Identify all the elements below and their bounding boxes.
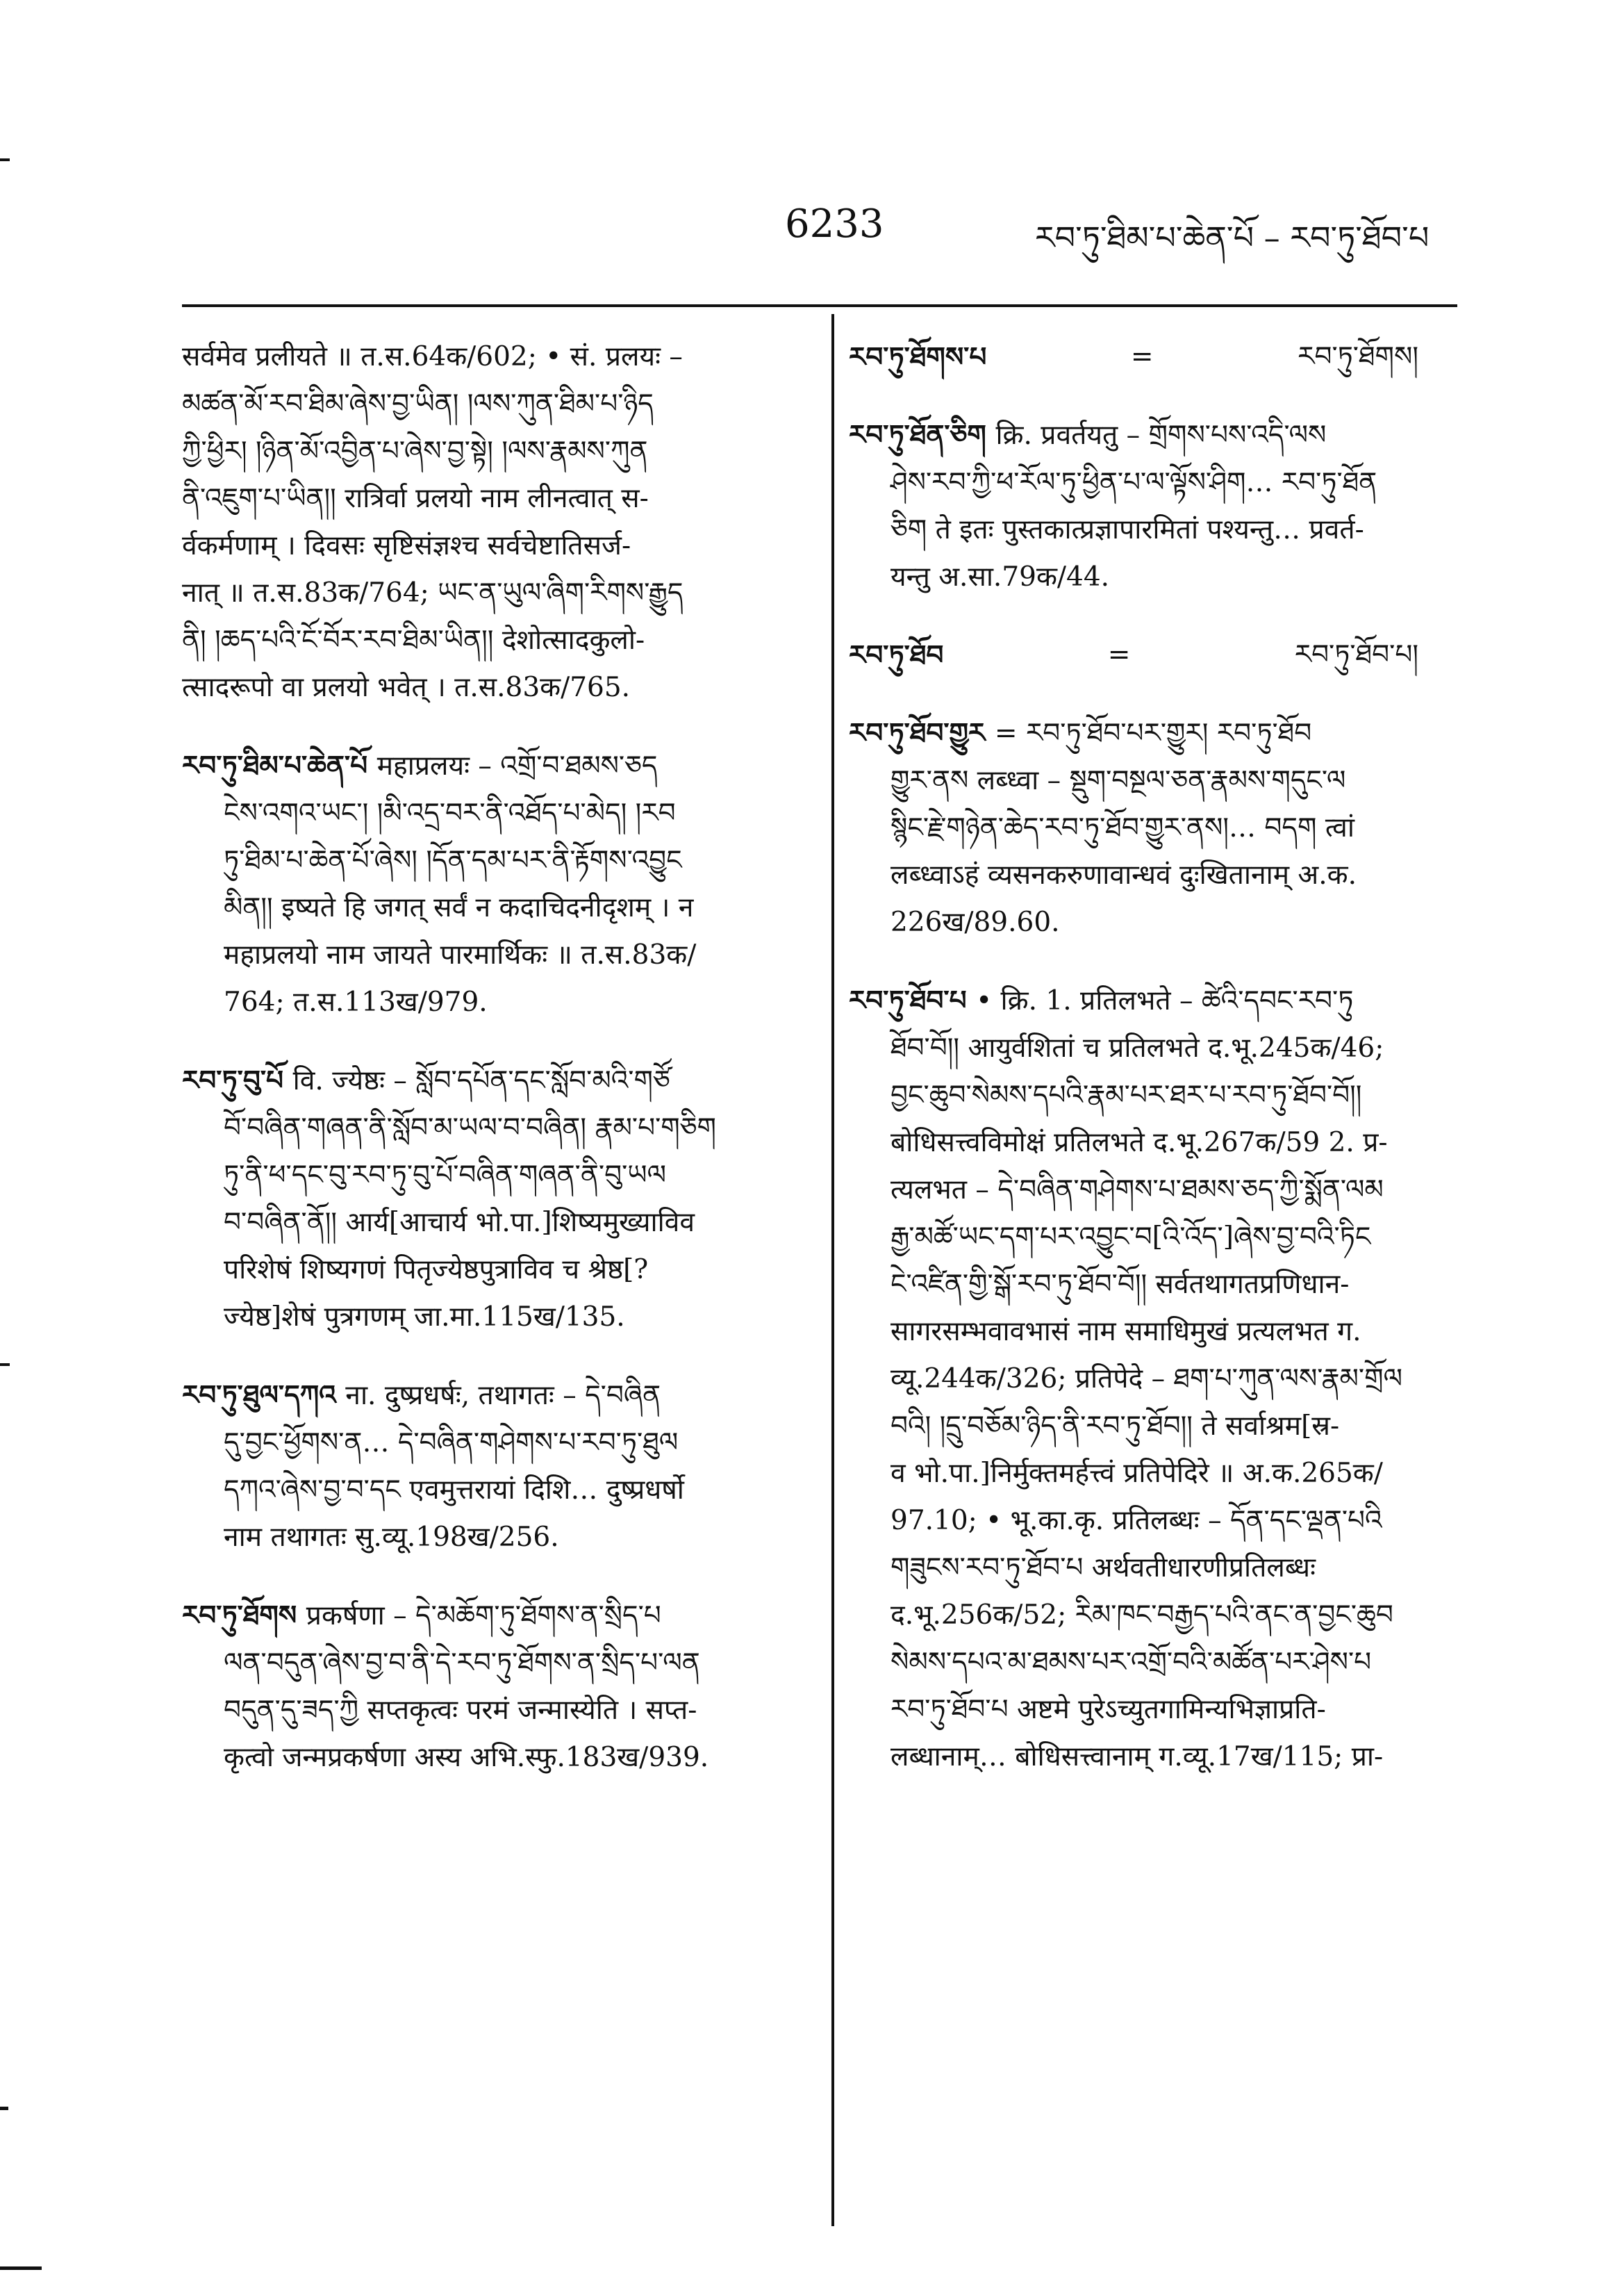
headword: རབ་ཏུ་ཐུལ་དཀའ [182,1379,346,1411]
left-column [182,334,793,1812]
entry-line [182,1057,793,1105]
reference-target: རབ་ཏུ་ཐོབ་པ། [1294,639,1418,670]
entry-text: གྱུར་ནས लब्ध्वा – སྡུག་བསྔལ་ཅན་རྣམས་གདུང་ལ [890,765,1346,796]
entry-line [182,1152,793,1199]
entry-line [182,1372,793,1419]
dictionary-entry [182,1372,793,1561]
scan-mark [0,1363,10,1366]
entry-text: कृत्वो जन्मप्रकर्षणा अस्य अभि.स्फु.183ख/939. [224,1742,709,1773]
entry-text: लब्ध्वाऽहं व्यसनकरुणावान्धवं दुःखितानाम् अ.क. [890,859,1357,891]
entry-text: व भो.पा.]निर्मुक्तमर्हत्त्वं प्रतिपेदिरे ॥ अ.क.265क/ [890,1458,1383,1489]
entry-text: ངེས་འགའ་ཡང་། །མི་འདྲ་བར་ནི་འཐོད་པ་མེད། །རབ [224,798,676,829]
entry-line [849,1450,1460,1497]
entry-text: བདུན་དུ་ཟད་ཀྱི सप्तकृत्वः परमं जन्मास्येति । सप्त- [224,1695,697,1726]
entry-text: र्वकर्मणाम् । दिवसः सृष्टिसंज्ञश्च सर्वचेष्टातिसर्ज- [182,530,631,561]
entry-text: ཏུ་ཐིམ་པ་ཆེན་པོ་ཞེས། །དོན་དམ་པར་ནི་རྟོགས་འབྱུང [224,845,682,876]
entry-line [182,1294,793,1341]
entry-line [849,1261,1460,1308]
dictionary-entry [182,1592,793,1781]
entry-line [849,1025,1460,1072]
entry-text: = རབ་ཏུ་ཐོབ་པར་གྱུར། རབ་ཏུ་ཐོབ [994,718,1312,749]
entry-line [849,1214,1460,1261]
entry-text: ཏུ་ནི་ཕ་དང་བུ་རབ་ཏུ་བུ་པོ་བཞིན་གཞན་ནི་བུ་ཡལ [224,1160,667,1191]
entry-line [182,334,793,381]
entry-line [182,837,793,884]
entry-text: བྱང་ཆུབ་སེམས་དཔའི་རྣམ་པར་ཐར་པ་རབ་ཏུ་ཐོབ་བོ།། [890,1080,1362,1111]
entry-text: ཅིག ते इतः पुस्तकात्प्रज्ञापारमितां पश्यन्तु… प्रवर्त- [890,514,1364,545]
entry-line [849,805,1460,852]
entry-line [182,664,793,711]
dictionary-entry [182,1057,793,1341]
entry-text: सागरसम्भवावभासं नाम समाधिमुखं प्रत्यलभत ग. [890,1316,1361,1347]
headword: རབ་ཏུ་ཐོགས [182,1599,306,1631]
entry-text: लब्धानाम्… बोधिसत्त्वानाम् ग.व्यू.17ख/115; प्रा- [890,1741,1384,1772]
entry-text: सर्वमेव प्रलीयते ॥ त.स.64क/602; • सं. प्रलयः – [182,341,683,372]
entry-text: མིན།། इष्यते हि जगत् सर्वं न कदाचिदनीदृशम् । न [224,892,694,923]
entry-line [182,1246,793,1294]
dictionary-entry [849,334,1460,381]
entry-text: ना. दुष्प्रधर्षः, तथागतः – དེ་བཞིན [345,1380,661,1411]
entry-line [849,1072,1460,1119]
entry-line [182,979,793,1026]
cross-reference [849,632,1460,679]
entry-text: བའི། །དྲུ་བཅོམ་ཉིད་ནི་རབ་ཏུ་ཐོབ།། ते सर्वाश्रम[स्र- [890,1410,1340,1442]
entry-line [849,757,1460,805]
entry-line [182,617,793,664]
page-number: 6233 [785,201,884,247]
entry-text: དུ་བྱང་ཕྱོགས་ན… དེ་བཞིན་གཤེགས་པ་རབ་ཏུ་ཐུལ [224,1427,679,1458]
headword: རབ་ཏུ་ཐིམ་པ་ཆེན་པོ [182,750,377,782]
entry-line [849,899,1460,946]
entry-line [849,411,1460,459]
entry-text: ངེ་འཛིན་གྱི་སྒོ་རབ་ཏུ་ཐོབ་བོ།། सर्वतथागतप्रणिधान- [890,1269,1350,1300]
entry-line [849,1403,1460,1450]
entry-line [182,570,793,617]
reference-target: རབ་ཏུ་ཐོགས། [1298,341,1418,372]
entry-line [182,1640,793,1687]
entry-line [849,1167,1460,1214]
entry-text: महाप्रलयो नाम जायते पारमार्थिकः ॥ त.स.83क/ [224,939,697,971]
headword: རབ་ཏུ་ཐོགས་པ [849,341,987,373]
entry-text: यन्तु अ.सा.79क/44. [890,561,1110,593]
header-rule [182,304,1457,307]
entry-text: དཀའ་ཞེས་བྱ་བ་དང एवमुत्तरायां दिशि… दुष्प्रधर्षो [224,1474,684,1506]
dictionary-entry [849,411,1460,601]
headword: རབ་ཏུ་ཐོབ་གྱུར [849,717,995,749]
entry-text: ལན་བདུན་ཞེས་བྱ་བ་ནི་དེ་རབ་ཏུ་ཐོགས་ན་སྲིད་པ་ལན [224,1647,700,1679]
entry-line [849,1734,1460,1781]
entry-line [182,790,793,837]
headword: རབ་ཏུ་ཐོབ་པ [849,985,977,1017]
entry-text: प्रकर्षणा – དེ་མཆོག་ཏུ་ཐོགས་ན་སྲིད་པ [306,1600,661,1631]
entry-line [849,1592,1460,1639]
entry-line [849,1545,1460,1592]
entry-line [849,1639,1460,1686]
entry-line [182,1199,793,1246]
entry-text: 764; त.स.113ख/979. [224,987,488,1018]
entry-text: • क्रि. 1. प्रतिलभते – ཚེའི་དབང་རབ་ཏུ [976,985,1354,1017]
scan-mark [0,2107,8,2110]
entry-text: नाम तथागतः सु.व्यू.198ख/256. [224,1522,559,1553]
equals-sign: = [1107,639,1131,670]
dictionary-entry [849,977,1460,1781]
entry-text: རབ་ཏུ་ཐོབ་པ अष्टमे पुरेऽच्युतगामिन्यभिज्ञाप्रति- [890,1694,1326,1725]
entry-line [182,1419,793,1467]
entry-text: बोधिसत्त्वविमोक्षं प्रतिलभते द.भू.267क/59 2. प्र- [890,1127,1388,1158]
equals-sign: = [1130,341,1154,372]
scan-mark [0,2266,42,2270]
entry-line [182,475,793,522]
entry-text: ཀྱི་ཕྱིར། །ཉིན་མོ་འབྱིན་པ་ཞེས་བྱ་སྟེ། །ལས་རྣམས་ཀུན [182,436,648,467]
headword: རབ་ཏུ་ཐོབ [849,639,944,671]
entry-text: སྙིང་རྗེ་གཉེན་ཆེད་རབ་ཏུ་ཐོབ་གྱུར་ནས།… བདག त्वां [890,812,1354,843]
entry-line [182,932,793,979]
entry-line [182,1592,793,1640]
entry-text: ནི་འཇུག་པ་ཡིན།། रात्रिर्वा प्रलयो नाम लीनत्वात् स- [182,483,649,514]
entry-text: नात् ॥ त.स.83क/764; ཡང་ན་ཡུལ་ཞིག་རིགས་རྒྱུད [182,577,683,609]
entry-text: ज्येष्ठ]शेषं पुत्रगणम् जा.मा.115ख/135. [224,1301,625,1333]
entry-text: महाप्रलयः – འགྲོ་བ་ཐམས་ཅད [376,750,658,782]
entry-line [182,1734,793,1781]
entry-line [849,1497,1460,1545]
scan-mark [0,158,10,161]
cross-reference [849,334,1460,381]
entry-text: ཤེས་རབ་ཀྱི་ཕ་རོལ་ཏུ་ཕྱིན་པ་ལ་ལྟོས་ཤིག… རབ་ཏུ་ཐོན [890,467,1377,498]
entry-line [182,1514,793,1561]
entry-text: བོ་བཞིན་གཞན་ནི་སློབ་མ་ཡལ་བ་བཞིན། རྣམ་པ་གཅིག [224,1112,716,1144]
entry-text: व्यू.244क/326; प्रतिपेदे – ཐག་པ་ཀུན་ལས་རྣམ་གྲོལ [890,1363,1403,1394]
headword: རབ་ཏུ་བུ་པོ [182,1064,293,1096]
entry-text: བ་བཞིན་ནོ།། आर्य[आचार्य भो.पा.]शिष्यमुख्याविव [224,1207,695,1238]
entry-text: རྒྱ་མཚོ་ཡང་དག་པར་འབྱུང་བ[འི་འོད་]ཞེས་བྱ་བའི་ཏིང [890,1221,1371,1253]
entry-line [182,1467,793,1514]
dictionary-entry [182,742,793,1026]
entry-text: परिशेषं शिष्यगणं पितृज्येष्ठपुत्राविव च श्रेष्ठ[? [224,1254,649,1285]
entry-line [182,428,793,475]
entry-text: ནི། །ཆད་པའི་ངོ་བོར་རབ་ཐིམ་ཡིན།། देशोत्सादकुलो- [182,625,645,656]
entry-line [182,1105,793,1152]
entry-line [182,381,793,428]
entry-line [849,554,1460,601]
entry-text: त्सादरूपो वा प्रलयो भवेत् । त.स.83क/765. [182,672,631,703]
dictionary-entry [849,632,1460,679]
entry-line [182,522,793,570]
entry-text: སེམས་དཔའ་མ་ཐམས་པར་འགྲོ་བའི་མཚོན་པར་ཤེས་པ [890,1647,1372,1678]
entry-text: क्रि. प्रवर्तयतु – གྲོགས་པས་འདི་ལས [995,420,1327,451]
dictionary-entry [182,334,793,711]
entry-line [182,742,793,790]
entry-text: वि. ज्येष्ठः – སློབ་དཔོན་དང་སློབ་མའི་གཙོ [292,1065,670,1096]
entry-line [849,1119,1460,1167]
dictionary-entry [849,709,1460,946]
entry-line [849,1686,1460,1734]
headword: རབ་ཏུ་ཐོན་ཅིག [849,419,996,451]
entry-line [849,1308,1460,1356]
entry-text: 226ख/89.60. [890,907,1060,938]
entry-line [849,1356,1460,1403]
entry-text: ཐོབ་བོ།། आयुर्वशितां च प्रतिलभते द.भू.245क/46; [890,1032,1384,1064]
entry-line [182,1687,793,1734]
entry-text: द.भू.256क/52; རིམ་ཁང་བརྒྱད་པའི་ནང་ན་བྱང་ཆུབ [890,1599,1393,1631]
running-head: རབ་ཏུ་ཐིམ་པ་ཆེན་པོ – རབ་ཏུ་ཐོབ་པ [1035,219,1430,256]
column-divider [831,314,834,2226]
entry-text: གཟུངས་རབ་ཏུ་ཐོབ་པ अर्थवतीधारणीप्रतिलब्धः [890,1552,1316,1583]
entry-text: 97.10; • भू.का.कृ. प्रतिलब्धः – དོན་དང་ལྡན་པའི [890,1505,1382,1536]
entry-line [849,852,1460,899]
entry-line [849,709,1460,757]
entry-text: མཚན་མོ་རབ་ཐིམ་ཞེས་བྱ་ཡིན། །ལས་ཀུན་ཐིམ་པ་ཉིད [182,388,654,420]
entry-line [849,977,1460,1025]
entry-line [849,459,1460,507]
entry-text: त्यलभत – དེ་བཞིན་གཤེགས་པ་ཐམས་ཅད་ཀྱི་སྨོན་ལམ [890,1174,1384,1205]
right-column [849,334,1460,1811]
entry-line [182,884,793,932]
entry-line [849,507,1460,554]
